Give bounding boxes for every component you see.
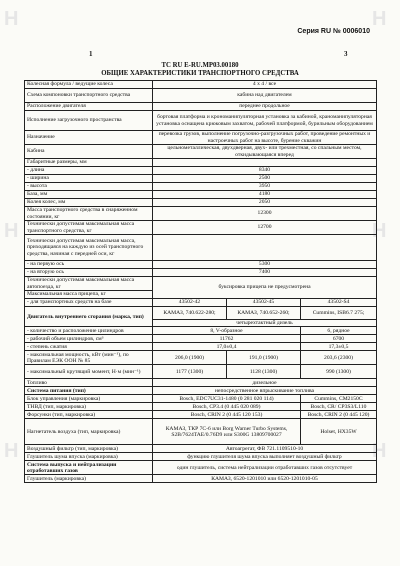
model-column-3: 43502-S4 <box>301 299 377 307</box>
certificate-code: TC RU E-RU.MP03.00180 <box>161 62 239 69</box>
row-value: 191,0 (1900) <box>227 351 301 365</box>
margin-mark: H <box>4 8 19 30</box>
row-value: один глушитель, система нейтрализации отработавших газов отсутствует <box>153 461 377 475</box>
row-value: непосредственное впрыскивание топлива <box>153 387 377 395</box>
row-value: 2500 <box>153 175 377 183</box>
margin-mark: H <box>4 440 19 462</box>
row-value: 6, рядное <box>301 327 377 335</box>
row-value: 12300 <box>153 207 377 221</box>
row-label: - степень сжатия <box>25 343 153 351</box>
page-number-right: 3 <box>344 50 348 58</box>
table-row <box>25 365 377 379</box>
row-value: 7400 <box>153 269 377 277</box>
row-value <box>153 235 377 261</box>
table-row <box>25 299 377 307</box>
table-row <box>25 207 377 221</box>
row-value: 8340 <box>153 167 377 175</box>
table-row <box>25 351 377 365</box>
table-row <box>25 343 377 351</box>
table-row <box>25 235 377 261</box>
row-value: Bosch, EDC7UC31-1480 (0 281 020 114) <box>153 395 301 403</box>
row-label: Нагнетатель воздуха (тип, маркировка) <box>25 419 153 445</box>
row-value: 3950 <box>153 183 377 191</box>
row-label: Кабина <box>25 145 153 159</box>
row-value: Bosch, CR/ CP3S3/L110 <box>301 403 377 411</box>
row-label: - на первую ось <box>25 261 153 269</box>
row-value: 17,3±0,5 <box>301 343 377 351</box>
table-row <box>25 191 377 199</box>
row-value: Cummins, ISB6.7 275; <box>301 307 377 320</box>
row-label: Расположение двигателя <box>25 103 153 111</box>
margin-mark: H <box>372 220 387 242</box>
row-label: - ширина <box>25 175 153 183</box>
row-label: Двигатель внутреннего сгорания (марка, тип) <box>25 307 153 327</box>
table-row <box>25 327 377 335</box>
table-row <box>25 145 377 159</box>
row-label: - максимальная мощность, кВт (мин⁻¹), по Правилам ЕЭК ООН № 85 <box>25 351 153 365</box>
table-row <box>25 403 377 411</box>
table-row <box>25 461 377 475</box>
model-column-2: 43502-45 <box>227 299 301 307</box>
row-value: КАМАЗ, 740.652-260; <box>227 307 301 320</box>
row-value: 206,0 (1900) <box>153 351 227 365</box>
spec-table <box>24 80 377 483</box>
margin-mark: H <box>372 8 387 30</box>
row-value: буксировка прицепа не предусмотрена <box>153 277 377 299</box>
row-label: Форсунки (тип, маркировка) <box>25 411 153 419</box>
row-value: 5300 <box>153 261 377 269</box>
table-row <box>25 387 377 395</box>
table-row <box>25 445 377 453</box>
row-value: 2050 <box>153 199 377 207</box>
model-column-1: 43502-42 <box>153 299 227 307</box>
row-label: Воздушный фильтр (тип, маркировка) <box>25 445 153 453</box>
page-title: ОБЩИЕ ХАРАКТЕРИСТИКИ ТРАНСПОРТНОГО СРЕДСТВА <box>101 70 299 77</box>
row-label: Топливо <box>25 379 153 387</box>
row-value: 4180 <box>153 191 377 199</box>
row-value: Holset, HX35W <box>301 419 377 445</box>
row-value: 1177 (1300) <box>153 365 227 379</box>
table-row <box>25 103 377 111</box>
row-value: Bosch, CRIN 2 (0 445 120) <box>301 411 377 419</box>
row-label: - рабочий объем цилиндров, см³ <box>25 335 153 343</box>
row-value: КАМАЗ, 740.622-280; <box>153 307 227 320</box>
row-label: Колесная формула / ведущие колеса <box>25 81 153 89</box>
row-label: Блок управления (маркировка) <box>25 395 153 403</box>
row-label: ТНВД (тип, маркировка) <box>25 403 153 411</box>
row-value: 4 x 4 / все <box>153 81 377 89</box>
row-label: База, мм <box>25 191 153 199</box>
margin-mark: H <box>4 220 19 242</box>
table-row <box>25 221 377 235</box>
row-value: Bosch, CP3.4 (0 445 020 089) <box>153 403 301 411</box>
row-label: Глушитель (маркировка) <box>25 475 153 483</box>
row-label: - для транспортных средств на базе <box>25 299 153 307</box>
row-label: Колея колес, мм <box>25 199 153 207</box>
row-value <box>153 159 377 167</box>
row-value: 17,0±0,4 <box>153 343 301 351</box>
table-row <box>25 419 377 445</box>
table-row <box>25 453 377 461</box>
table-row <box>25 89 377 103</box>
row-value: цельнометаллическая, двухдверная, двух- или трехместная, со спальным местом, откидывающаяся вперед <box>153 145 377 159</box>
row-value: бортовая платформа и крономанипуляторная установка за кабиной, краноманипуляторная установка оснащена крюковым захватом, рабочей платформой, бурильным оборудованием <box>153 111 377 131</box>
table-row <box>25 81 377 89</box>
row-value: Автоагрегат, ФВ 721.1109510-10 <box>153 445 377 453</box>
row-value: 11762 <box>153 335 301 343</box>
table-row <box>25 167 377 175</box>
table-row <box>25 111 377 131</box>
row-value: КАМАЗ, 6520-1201010 или 6520-1201010-05 <box>153 475 377 483</box>
table-row <box>25 261 377 269</box>
row-value: функцию глушителя шума впуска выполняет воздушный фильтр <box>153 453 377 461</box>
row-label: Назначение <box>25 131 153 145</box>
row-label: Система питания (тип) <box>25 387 153 395</box>
table-row <box>25 335 377 343</box>
row-value: 6700 <box>301 335 377 343</box>
series-number: Серия RU № 0006010 <box>297 28 370 35</box>
row-label: - на вторую ось <box>25 269 153 277</box>
row-value: 990 (1300) <box>301 365 377 379</box>
table-row <box>25 131 377 145</box>
page-number-left: 1 <box>89 50 93 58</box>
row-label: Система выпуска и нейтрализации отработавших газов <box>25 461 153 475</box>
row-value: 12700 <box>153 221 377 235</box>
row-label: Глушитель шума впуска (маркировка) <box>25 453 153 461</box>
row-value: Bosch, CRIN 2 (0 445 120 153) <box>153 411 301 419</box>
table-row <box>25 183 377 191</box>
row-label: Схема компоновки транспортного средства <box>25 89 153 103</box>
table-row <box>25 475 377 483</box>
row-label: - максимальный крутящий момент, Н·м (мин⁻¹) <box>25 365 153 379</box>
row-label: Технически допустимая максимальная масса, приходящаяся на каждую из осей транспортного средства, начиная с передней оси, кг <box>25 235 153 261</box>
row-value: кабина над двигателем <box>153 89 377 103</box>
row-label: - количество и расположение цилиндров <box>25 327 153 335</box>
table-row <box>25 175 377 183</box>
row-label: Исполнение загрузочного пространства <box>25 111 153 131</box>
row-value: КАМАЗ, ТКР 7С-6 или Borg Warner Turbo Systems, S2B/7624TAE/0.76D9 или S300G 13809700027 <box>153 419 301 445</box>
row-label: - длина <box>25 167 153 175</box>
table-row <box>25 277 377 291</box>
row-label: Масса транспортного средства в снаряженном состоянии, кг <box>25 207 153 221</box>
table-row <box>25 411 377 419</box>
table-row <box>25 395 377 403</box>
table-row <box>25 199 377 207</box>
table-row <box>25 269 377 277</box>
row-label: Максимальная масса прицепа, кг <box>25 291 153 299</box>
row-value: 1128 (1300) <box>227 365 301 379</box>
row-value: перевозка грузов, выполнение погрузочно-разгрузочных работ, проведение ремонтных и настроечных работ на высоте, бурение скважин <box>153 131 377 145</box>
row-value: 203,6 (2300) <box>301 351 377 365</box>
margin-mark: H <box>372 440 387 462</box>
row-value: 8, V-образное <box>153 327 301 335</box>
row-label: Технически допустимая максимальная масса автопоезда, кг <box>25 277 153 291</box>
row-label: Габаритные размеры, мм <box>25 159 153 167</box>
row-label: - высота <box>25 183 153 191</box>
row-value: переднее продольное <box>153 103 377 111</box>
table-row <box>25 379 377 387</box>
row-value: четырехтактный дизель <box>153 320 377 327</box>
row-value: Cummins, CM2150C <box>301 395 377 403</box>
table-row <box>25 159 377 167</box>
row-value: дизельное <box>153 379 377 387</box>
row-label: Технически допустимая максимальная масса транспортного средства, кг <box>25 221 153 235</box>
table-row <box>25 307 377 320</box>
